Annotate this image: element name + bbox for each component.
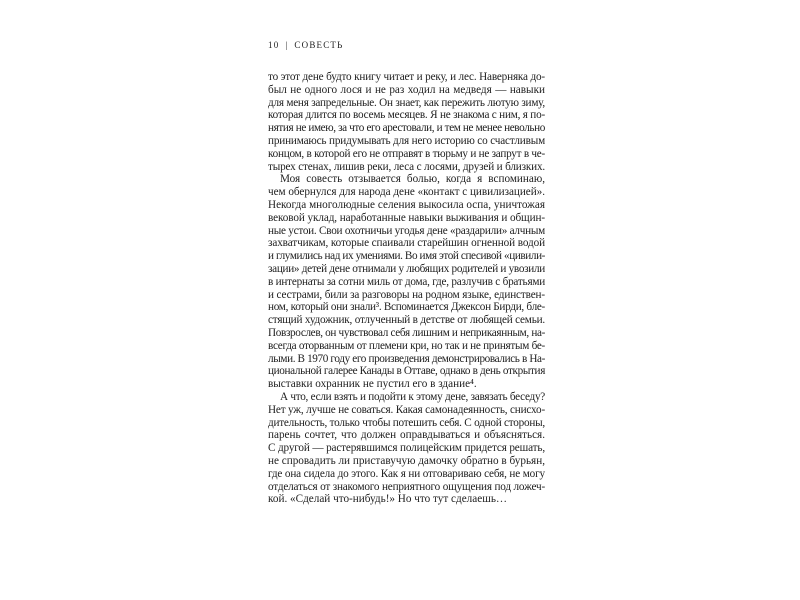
- paragraph: [268, 173, 545, 391]
- text-line: Повзрослев, он чувствовал себя лишним и неприкаянным, на-: [268, 326, 545, 339]
- text-line: выставки охранник не пустил его в здание⁴.: [268, 378, 477, 391]
- text-line: ные устои. Свои охотничьи угодья дене «раздарили» алчным: [268, 224, 545, 237]
- text-line: всегда оторванным от племени кри, но так и не принятым бе-: [268, 339, 545, 352]
- text-line: захватчикам, которые спаивали старейшин огненной водой: [268, 237, 545, 250]
- text-line: Нет уж, лучше не соваться. Какая самонадеянность, снисхо-: [268, 403, 545, 416]
- text-line: С другой — растерявшимся полицейским придется решать,: [268, 442, 545, 455]
- chapter-title: СОВЕСТЬ: [294, 40, 344, 50]
- text-line: не спровадить ли приставучую дамочку обратно в бурьян,: [268, 454, 545, 467]
- text-line: Моя совесть отзывается болью, когда я вспоминаю,: [280, 173, 545, 186]
- text-line: отделаться от знакомого неприятного ощущения под ложеч-: [268, 480, 545, 493]
- text-line: где она сидела до этого. Как я ни отговариваю себя, не могу: [268, 467, 545, 480]
- text-line: А что, если взять и подойти к этому дене, завязать беседу?: [280, 390, 545, 403]
- text-line: тырех стенах, лишив реки, леса с лосями, друзей и близких.: [268, 160, 545, 173]
- text-line: для меня запредельные. Он знает, как пережить лютую зиму,: [268, 96, 546, 109]
- text-line: дительность, только чтобы потешить себя. С одной стороны,: [268, 416, 545, 429]
- page-number: 10: [268, 40, 280, 50]
- body-text: [268, 71, 545, 506]
- text-line: чем обернулся для народа дене «контакт с цивилизацией».: [268, 186, 545, 199]
- text-line: ном, который они знали³. Вспоминается Джексон Бирди, бле-: [268, 301, 545, 314]
- text-line: и сестрами, били за разговоры на родном языке, единствен-: [268, 288, 545, 301]
- text-line: вековой уклад, наработанные навыки выживания и общин-: [268, 211, 545, 224]
- text-line: кой. «Сделай что-нибудь!» Но что тут сделаешь…: [268, 493, 508, 506]
- text-line: парень сочтет, что должен оправдываться и объясняться.: [268, 429, 545, 442]
- text-line: принимаюсь придумывать для него историю со счастливым: [268, 134, 545, 147]
- text-line: был не одного лося и не раз ходил на медведя — навыки: [268, 83, 545, 96]
- text-line: лыми. В 1970 году его произведения демонстрировались в На-: [268, 352, 545, 365]
- paragraph: [268, 391, 545, 506]
- running-header: [268, 40, 344, 50]
- text-line: Некогда многолюдные селения выкосила оспа, уничтожая: [268, 198, 545, 211]
- text-line: в интернаты за сотни миль от дома, где, разлучив с братьями: [268, 275, 545, 288]
- header-separator: |: [285, 40, 289, 50]
- text-line: стящий художник, отлученный в детстве от любящей семьи.: [268, 314, 545, 327]
- text-line: то этот дене будто книгу читает и реку, и лес. Наверняка до-: [268, 71, 546, 83]
- text-line: зации» детей дене отнимали у любящих родителей и увозили: [268, 262, 545, 275]
- text-line: которая длится по восемь месяцев. Я не знакома с ним, я по-: [268, 109, 545, 122]
- paragraph: [268, 71, 545, 173]
- text-line: нятия не имею, за что его арестовали, и тем не менее невольно: [268, 122, 545, 135]
- text-line: концом, в которой его не отправят в тюрьму и не запрут в че-: [268, 147, 545, 160]
- text-line: и глумились над их умениями. Во имя этой спесивой «цивили-: [268, 250, 545, 263]
- text-line: циональной галерее Канады в Оттаве, однако в день открытия: [268, 365, 545, 378]
